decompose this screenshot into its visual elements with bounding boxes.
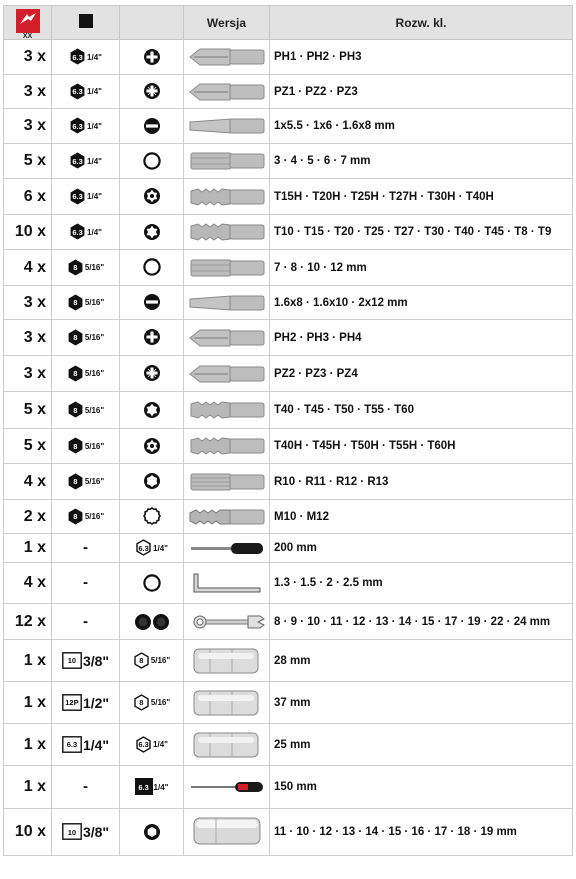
row-tool-image [184,500,270,534]
drive-size-badge: 8 5/16" [67,365,104,383]
bit-spline-icon [188,508,266,525]
row-quantity: 5 x [4,144,52,179]
row-type-icon [120,144,184,179]
drive-8-icon: 8 5/16" [133,652,170,670]
table-row [4,464,573,500]
row-type-icon [120,40,184,75]
parts-table [3,5,573,856]
ribe-icon [143,473,161,490]
spline-icon [143,508,161,525]
square-drive-icon [79,14,93,28]
row-type-icon [120,640,184,682]
row-type-icon [120,766,184,809]
torx-icon [143,223,161,240]
table-row [4,534,573,563]
drive-none-dash: - [83,612,88,630]
row-drive-size [52,724,120,766]
pozidriv-icon [143,83,161,100]
row-tool-image [184,75,270,109]
row-drive-size [52,640,120,682]
row-sizes: 150 mm [270,766,573,809]
row-sizes: 25 mm [270,724,573,766]
row-type-icon [120,604,184,640]
row-tool-image [184,179,270,215]
table-row [4,250,573,286]
drive-none-dash: - [83,539,88,556]
table-row [4,429,573,464]
drive-size-badge: 6.3 1/4" [69,188,102,206]
header-version: Wersja [184,6,270,40]
row-sizes: 1.6x8 · 1.6x10 · 2x12 mm [270,286,573,320]
row-tool-image [184,392,270,429]
table-row [4,392,573,429]
row-quantity: 3 x [4,356,52,392]
row-quantity: 3 x [4,40,52,75]
row-sizes: R10 · R11 · R12 · R13 [270,464,573,500]
torx-icon [143,401,161,418]
row-type-icon [120,392,184,429]
row-drive-size [52,109,120,144]
row-quantity: 12 x [4,604,52,640]
header-drive-cell [52,6,120,40]
row-tool-image [184,109,270,144]
row-quantity: 5 x [4,392,52,429]
drive-size-badge: 6.3 1/4" [69,152,102,170]
pozidriv-icon [143,365,161,382]
row-sizes: 28 mm [270,640,573,682]
row-drive-size [52,392,120,429]
row-quantity: 3 x [4,320,52,356]
drive-size-badge: 8 5/16" [67,329,104,347]
row-sizes: T40 · T45 · T50 · T55 · T60 [270,392,573,429]
row-sizes: 37 mm [270,682,573,724]
row-drive-size [52,286,120,320]
bit-torx-icon [188,401,266,418]
row-drive-size [52,356,120,392]
row-type-icon [120,464,184,500]
table-row [4,215,573,250]
table-row [4,640,573,682]
adapter-icon [188,652,266,669]
table-row [4,500,573,534]
row-sizes: T10 · T15 · T20 · T25 · T27 · T30 · T40 · T45 · T8 · T9 [270,215,573,250]
row-type-icon [120,724,184,766]
table-row [4,179,573,215]
header-type-cell [120,6,184,40]
drive-size-badge: 8 5/16" [67,508,104,526]
table-row [4,144,573,179]
row-tool-image [184,724,270,766]
row-quantity: 1 x [4,766,52,809]
row-drive-size [52,144,120,179]
table-row [4,356,573,392]
drive-6.3-icon: 6.3 1/4" [135,539,168,557]
row-tool-image [184,286,270,320]
table-row [4,286,573,320]
row-drive-size [52,40,120,75]
row-type-icon [120,500,184,534]
drive-size-badge: 12P 1/2" [62,694,109,712]
adapter-icon [188,736,266,753]
wrench-ends-icon [134,613,170,630]
slotted-icon [143,117,161,134]
row-tool-image [184,534,270,563]
row-quantity: 10 x [4,215,52,250]
row-sizes: 7 · 8 · 10 · 12 mm [270,250,573,286]
table-row [4,109,573,144]
row-quantity: 1 x [4,682,52,724]
row-tool-image [184,682,270,724]
row-drive-size [52,682,120,724]
drive-size-badge: 6.3 1/4" [62,736,109,754]
wrench-icon [188,613,266,630]
row-drive-size [52,534,120,563]
row-tool-image [184,215,270,250]
row-drive-size [52,320,120,356]
header-size: Rozw. kl. [270,6,573,40]
bit-hex-icon [188,152,266,169]
table-row [4,724,573,766]
row-tool-image [184,464,270,500]
row-type-icon [120,682,184,724]
row-tool-image [184,604,270,640]
row-tool-image [184,356,270,392]
row-drive-size [52,429,120,464]
row-quantity: 1 x [4,640,52,682]
row-type-icon [120,809,184,856]
drive-size-badge: 10 3/8" [62,652,109,670]
row-tool-image [184,250,270,286]
table-row [4,766,573,809]
bit-holder-icon [188,539,266,556]
drive-none-dash: - [83,778,88,795]
table-row [4,563,573,604]
row-tool-image [184,640,270,682]
torx-hole-icon [143,188,161,205]
table-row [4,40,573,75]
row-type-icon [120,75,184,109]
bit-slotted-icon [188,117,266,134]
socket-hex-icon [143,823,161,840]
slotted-icon [143,294,161,311]
row-drive-size [52,500,120,534]
row-sizes: T15H · T20H · T25H · T27H · T30H · T40H [270,179,573,215]
row-sizes: 8 · 9 · 10 · 11 · 12 · 13 · 14 · 15 · 17 · 19 · 22 · 24 mm [270,604,573,640]
row-type-icon [120,534,184,563]
row-quantity: 4 x [4,464,52,500]
bit-torx-icon [188,437,266,454]
adapter-icon [188,694,266,711]
hex-icon [143,152,161,169]
row-quantity: 6 x [4,179,52,215]
row-sizes: M10 · M12 [270,500,573,534]
row-type-icon [120,320,184,356]
bit-phillips-icon [188,48,266,65]
bit-ribe-icon [188,473,266,490]
drive-6.3-icon: 6.3 1/4" [135,736,168,754]
drive-size-badge: 8 5/16" [67,401,104,419]
row-sizes: 11 · 10 · 12 · 13 · 14 · 15 · 16 · 17 · 18 · 19 mm [270,809,573,856]
drive-size-badge: 6.3 1/4" [69,223,102,241]
row-drive-size [52,563,120,604]
phillips-icon [143,48,161,65]
brand-logo-icon [16,9,40,40]
bit-hex-icon [188,259,266,276]
row-tool-image [184,429,270,464]
row-type-icon [120,356,184,392]
drive-size-badge: 8 5/16" [67,259,104,277]
table-header-row [4,6,573,40]
row-sizes: 200 mm [270,534,573,563]
row-type-icon [120,250,184,286]
row-tool-image [184,144,270,179]
row-quantity: 4 x [4,250,52,286]
bit-phillips-icon [188,329,266,346]
row-quantity: 10 x [4,809,52,856]
table-row [4,75,573,109]
drive-6.3-black-icon: 6.3 1/4" [135,778,169,796]
bit-slotted-icon [188,294,266,311]
drive-8-icon: 8 5/16" [133,694,170,712]
row-sizes: PH2 · PH3 · PH4 [270,320,573,356]
table-row [4,604,573,640]
torx-hole-icon [143,437,161,454]
table-row [4,682,573,724]
row-quantity: 2 x [4,500,52,534]
socket-icon [188,823,266,840]
screwdriver-icon [188,778,266,795]
row-quantity: 1 x [4,534,52,563]
drive-none-dash: - [83,574,88,591]
row-sizes: PZ2 · PZ3 · PZ4 [270,356,573,392]
bit-torx-icon [188,223,266,240]
row-drive-size [52,604,120,640]
parts-table-sheet [3,5,572,856]
row-tool-image [184,809,270,856]
drive-size-badge: 6.3 1/4" [69,83,102,101]
row-sizes: PZ1 · PZ2 · PZ3 [270,75,573,109]
row-type-icon [120,429,184,464]
row-quantity: 3 x [4,286,52,320]
row-type-icon [120,563,184,604]
row-tool-image [184,320,270,356]
row-drive-size [52,250,120,286]
row-drive-size [52,179,120,215]
allen-key-icon [188,574,266,591]
logo-text: XX [22,33,33,40]
row-sizes: 3 · 4 · 5 · 6 · 7 mm [270,144,573,179]
row-tool-image [184,766,270,809]
table-row [4,320,573,356]
row-tool-image [184,563,270,604]
row-drive-size [52,809,120,856]
row-tool-image [184,40,270,75]
row-drive-size [52,215,120,250]
table-row [4,809,573,856]
bit-pozidriv-icon [188,365,266,382]
phillips-icon [143,329,161,346]
drive-size-badge: 8 5/16" [67,473,104,491]
bit-pozidriv-icon [188,83,266,100]
header-logo-cell [4,6,52,40]
row-drive-size [52,75,120,109]
hex-icon [143,574,161,591]
row-drive-size [52,464,120,500]
drive-size-badge: 8 5/16" [67,437,104,455]
drive-size-badge: 8 5/16" [67,294,104,312]
bit-torx-icon [188,188,266,205]
row-drive-size [52,766,120,809]
row-sizes: 1x5.5 · 1x6 · 1.6x8 mm [270,109,573,144]
row-type-icon [120,179,184,215]
row-sizes: T40H · T45H · T50H · T55H · T60H [270,429,573,464]
drive-size-badge: 6.3 1/4" [69,117,102,135]
row-quantity: 3 x [4,109,52,144]
row-quantity: 1 x [4,724,52,766]
row-quantity: 3 x [4,75,52,109]
row-type-icon [120,286,184,320]
row-sizes: 1.3 · 1.5 · 2 · 2.5 mm [270,563,573,604]
drive-size-badge: 10 3/8" [62,823,109,841]
drive-size-badge: 6.3 1/4" [69,48,102,66]
row-type-icon [120,109,184,144]
row-sizes: PH1 · PH2 · PH3 [270,40,573,75]
row-quantity: 4 x [4,563,52,604]
hex-icon [143,259,161,276]
row-type-icon [120,215,184,250]
row-quantity: 5 x [4,429,52,464]
